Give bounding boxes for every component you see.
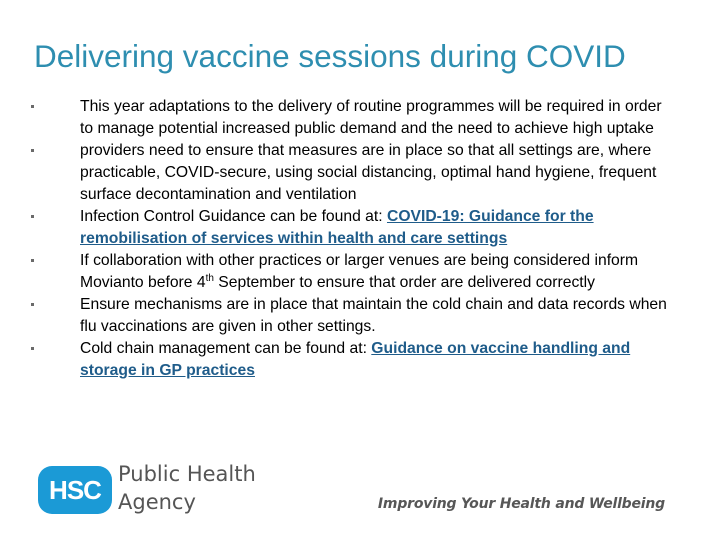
bullet-text-suffix: September to ensure that order are delivered correctly [213,274,595,291]
bullet-item [0,250,670,294]
cold-chain-guidance-link[interactable]: Guidance on vaccine handling and storage in GP practices [80,340,631,379]
hsc-public-health-agency-logo [38,460,256,520]
hsc-badge: HSC [38,466,112,514]
bullet-marker [31,303,34,306]
bullet-marker [31,347,34,350]
bullet-item [0,294,670,338]
bullet-item [0,96,670,140]
infection-control-guidance-link[interactable]: COVID-19: Guidance for the remobilisation of services within health and care settings [80,208,594,247]
agency-name [118,460,256,516]
bullet-text: Infection Control Guidance can be found at: [80,208,387,225]
bullet-text: Cold chain management can be found at: [80,340,372,357]
bullet-marker [31,215,34,218]
bullet-list [0,96,720,382]
bullet-text: If collaboration with other practices or larger venues are being considered inform Movianto before 4 [80,252,639,291]
bullet-item [0,206,670,250]
bullet-marker [31,149,34,152]
slide-title: Delivering vaccine sessions during COVID [34,38,626,74]
agency-name-line1: Public Health [118,462,256,486]
bullet-text: This year adaptations to the delivery of routine programmes will be required in order to manage potential increased public demand and the need to achieve high uptake [80,98,662,137]
bullet-marker [31,259,34,262]
footer-tagline: Improving Your Health and Wellbeing [377,496,665,512]
bullet-text: providers need to ensure that measures are in place so that all settings are, where practicable, COVID-secure, using social distancing, optimal hand hygiene, frequent surface decontamination and ventilation [80,142,657,203]
bullet-marker [31,105,34,108]
bullet-item [0,140,670,206]
bullet-item [0,338,670,382]
ordinal-superscript: th [205,272,214,284]
bullet-text: Ensure mechanisms are in place that maintain the cold chain and data records when flu vaccinations are given in other settings. [80,296,667,335]
agency-name-line2: Agency [118,490,196,514]
